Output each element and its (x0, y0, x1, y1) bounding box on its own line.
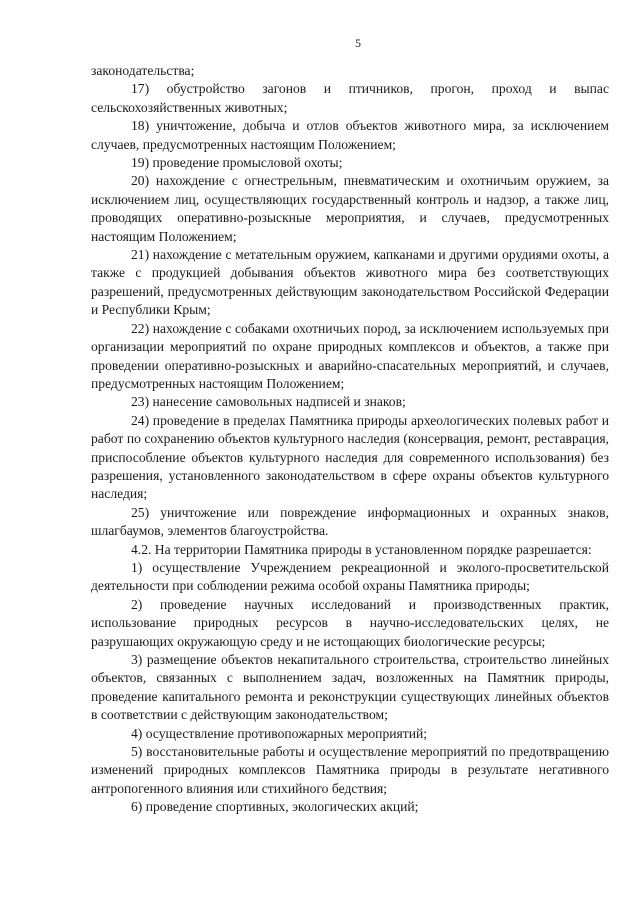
paragraph-item-22: 22) нахождение с собаками охотничьих пород, за исключением используемых при организации мероприятий по охране природных комплексов и объектов, а также при проведении оперативно-розыскных и аварийно-спасательных мероприятий, и случаев, предусмотренных настоящим Положением; (91, 320, 609, 391)
paragraph-permitted-1: 1) осуществление Учреждением рекреационной и эколого-просветительской деятельности при соблюдении режима особой охраны Памятника природы; (91, 559, 609, 594)
paragraph-permitted-6: 6) проведение спортивных, экологических акций; (131, 799, 419, 815)
paragraph-permitted-4: 4) осуществление противопожарных мероприятий; (131, 725, 428, 741)
page-number: 5 (355, 36, 361, 50)
paragraph-item-23: 23) нанесение самовольных надписей и знаков; (131, 394, 406, 410)
paragraph-item-18: 18) уничтожение, добыча и отлов объектов животного мира, за исключением случаев, предусмотренных настоящим Положением; (91, 118, 609, 152)
section-4-2-heading: 4.2. На территории Памятника природы в установленном порядке разрешается: (131, 541, 592, 557)
paragraph-item-24: 24) проведение в пределах Памятника природы археологических полевых работ и работ по сохранению объектов культурного наследия (консервация, ремонт, реставрация, приспособление объектов культурного наследия для современного использования) без разрешения, установленного законодательством в сфере охраны объектов культурного наследия; (91, 412, 609, 502)
paragraph-item-20: 20) нахождение с огнестрельным, пневматическим и охотничьим оружием, за исключением лиц, осуществляющих государственный контроль и надзор, а также лиц, проводящих оперативно-розыскные мероприятия, и случаев, предусмотренных настоящим Положением; (91, 173, 609, 244)
document-body (91, 62, 609, 817)
paragraph-item-17: 17) обустройство загонов и птичников, прогон, проход и выпас сельскохозяйственных животных; (91, 81, 609, 115)
paragraph-permitted-2: 2) проведение научных исследований и производственных практик, использование природных ресурсов в научно-исследовательских целях, не разрушающих окружающую среду и не истощающих биологические ресурсы; (91, 596, 609, 649)
paragraph-permitted-3: 3) размещение объектов некапитального строительства, строительство линейных объектов, связанных с выполнением задач, возложенных на Памятник природы, проведение капитального ремонта и реконструкции существующих линейных объектов в соответствии с действующим законодательством; (91, 652, 609, 723)
paragraph-item-25: 25) уничтожение или повреждение информационных и охранных знаков, шлагбаумов, элементов благоустройства. (91, 504, 609, 539)
paragraph-continuation: законодательства; (91, 63, 195, 78)
paragraph-item-21: 21) нахождение с метательным оружием, капканами и другими орудиями охоты, а также с продукцией добывания объектов животного мира без соответствующих разрешений, предусмотренных действующим законодательством Российской Федерации и Республики Крым; (91, 247, 609, 318)
paragraph-item-19: 19) проведение промысловой охоты; (131, 155, 343, 171)
paragraph-permitted-5: 5) восстановительные работы и осуществление мероприятий по предотвращению изменений природных комплексов Памятника природы в результате негативного антропогенного влияния или стихийного бедствия; (91, 744, 609, 796)
